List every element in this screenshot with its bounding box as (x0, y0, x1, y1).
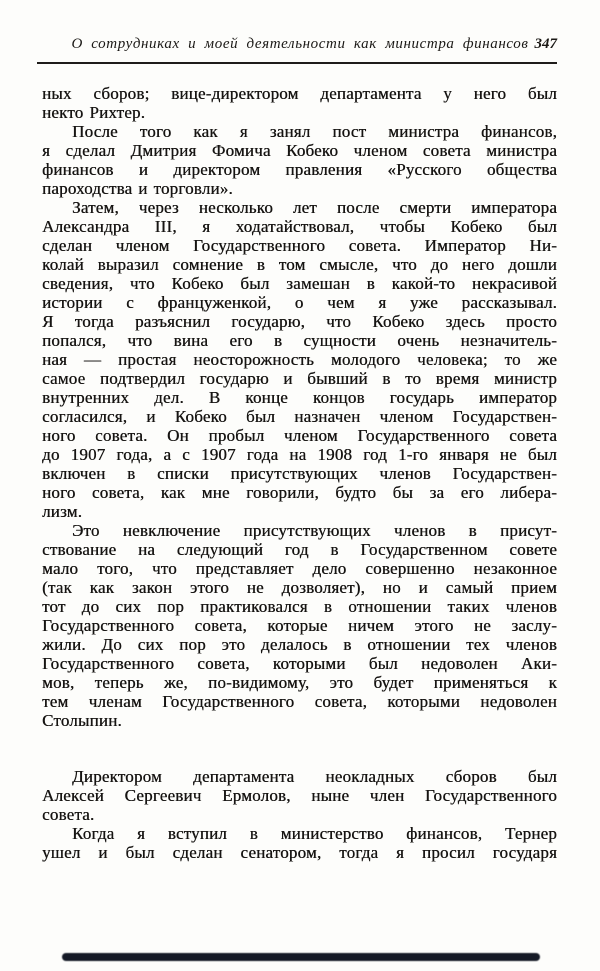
text-line: некто Рихтер. (42, 103, 146, 122)
text-line: Алексей Сергеевич Ермолов, ныне член Государственного (42, 786, 557, 805)
text-line: лизм. (42, 502, 83, 521)
text-line: Государственного совета, которые ничем этого не заслу- (42, 616, 557, 635)
text-line: Я тогда разъяснил государю, что Кобеко здесь просто (42, 312, 557, 331)
paragraph (42, 767, 557, 824)
text-line: финансов и директором правления «Русского общества (42, 160, 557, 179)
text-line: Директором департамента неокладных сборов был (72, 767, 557, 786)
text-line: Это невключение присутствующих членов в присут- (72, 521, 557, 540)
text-line: ного совета. Он пробыл членом Государственного совета (42, 426, 557, 445)
text-line: ная — простая неосторожность молодого человека; то же (42, 350, 557, 369)
text-line: ного совета, как мне говорили, будто бы за его либера- (42, 483, 557, 502)
text-line: совета. (42, 805, 95, 824)
text-line: мов, теперь же, по-видимому, это будет применяться к (42, 673, 557, 692)
text-line: Затем, через несколько лет после смерти императора (72, 198, 557, 217)
text-line: до 1907 года, а с 1907 года на 1908 год 1-го января не был (42, 445, 557, 464)
text-line: попался, что вина его в сущности очень незначитель- (42, 331, 557, 350)
text-line: тем членам Государственного совета, которыми недоволен (42, 692, 557, 711)
text-line: Государственного совета, которыми был недоволен Аки- (42, 654, 557, 673)
text-line: внутренних дел. В конце концов государь император (42, 388, 557, 407)
text-line: тот до сих пор практиковался в отношении таких членов (42, 597, 557, 616)
page-body (42, 84, 557, 862)
text-line: ствование на следующий год в Государственном совете (42, 540, 557, 559)
text-line: сведения, что Кобеко был замешан в какой-то некрасивой (42, 274, 557, 293)
text-line: Когда я вступил в министерство финансов, Тернер (72, 824, 557, 843)
paragraph (42, 198, 557, 521)
scan-artifact-bar (62, 953, 540, 961)
text-line: истории с француженкой, о чем я уже рассказывал. (42, 293, 557, 312)
text-line: ушел и был сделан сенатором, тогда я просил государя (42, 843, 557, 862)
text-line: колай выразил сомнение в том смысле, что до него дошли (42, 255, 557, 274)
text-line: пароходства и торговли». (42, 179, 233, 198)
text-line: Столыпин. (42, 711, 122, 730)
running-header-title: О сотрудниках и моей деятельности как министра финансов (71, 36, 529, 52)
text-line: Александра III, я ходатайствовал, чтобы Кобеко был (42, 217, 557, 236)
page-number: 347 (534, 36, 557, 52)
paragraph (42, 122, 557, 198)
paragraph (42, 824, 557, 862)
text-line: мало того, что представляет дело совершенно незаконное (42, 559, 557, 578)
text-line: После того как я занял пост министра финансов, (72, 122, 557, 141)
text-line: сделан членом Государственного совета. Император Ни- (42, 236, 557, 255)
text-line: согласился, и Кобеко был назначен членом Государствен- (42, 407, 557, 426)
running-header (42, 36, 557, 53)
text-line: я сделал Дмитрия Фомича Кобеко членом совета министра (42, 141, 557, 160)
text-line: самое подтвердил государю и бывший в то время министр (42, 369, 557, 388)
paragraph (42, 521, 557, 730)
text-line: включен в списки присутствующих членов Государствен- (42, 464, 557, 483)
text-line: ных сборов; вице-директором департамента у него был (42, 84, 557, 103)
text-line: (так как закон этого не дозволяет), но и самый прием (42, 578, 557, 597)
paragraph (42, 84, 557, 122)
text-line: жили. До сих пор это делалось в отношении тех членов (42, 635, 557, 654)
header-rule (37, 62, 557, 64)
